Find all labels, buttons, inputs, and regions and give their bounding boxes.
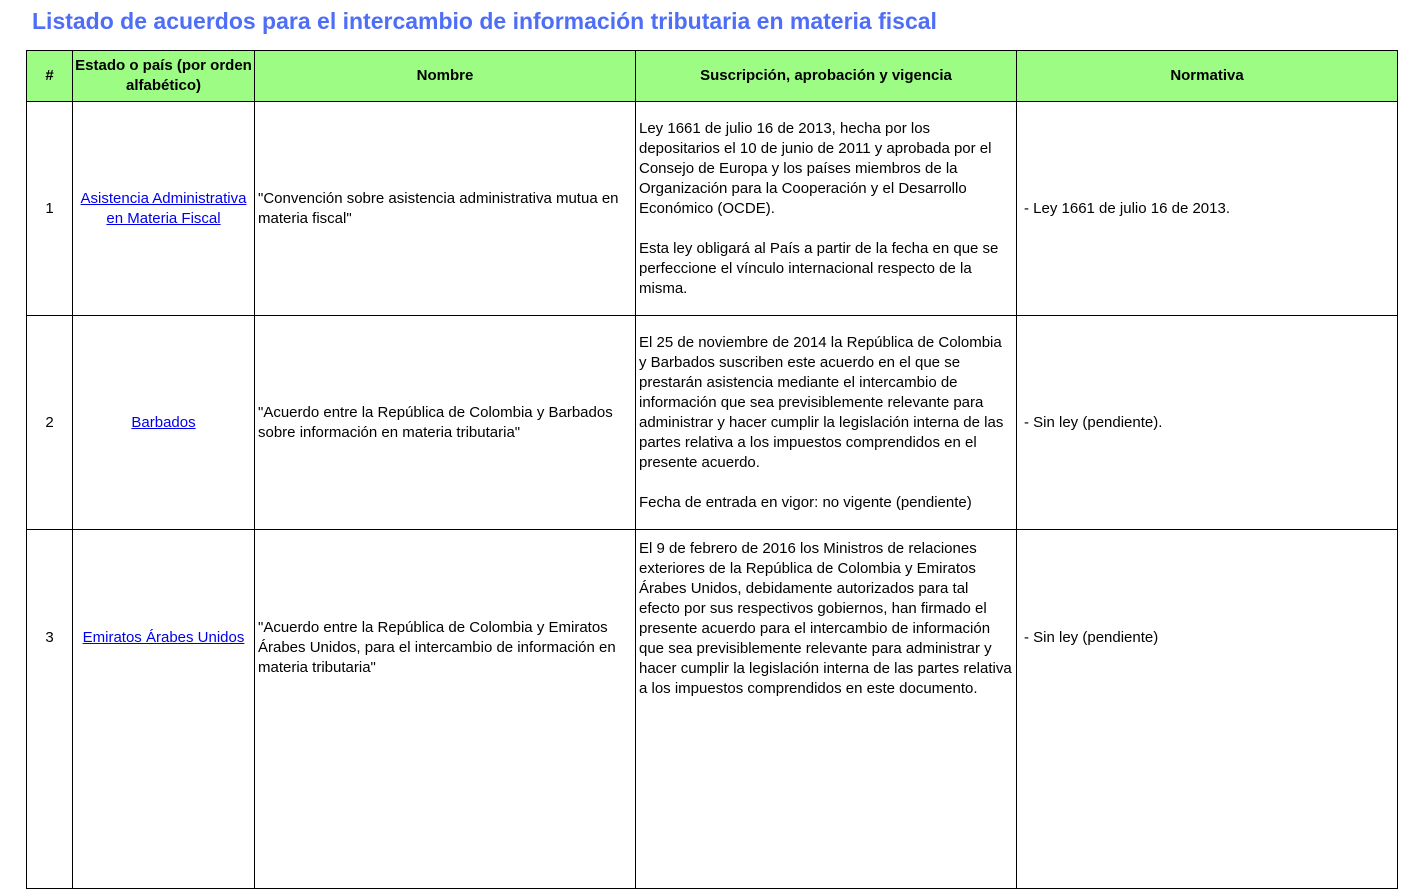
country-cell [73, 530, 255, 889]
subscription-paragraph: Ley 1661 de julio 16 de 2013, hecha por los depositarios el 10 de junio de 2011 y aprobada por el Consejo de Europa y los países miembros de la Organización para la Cooperación y el Desarrollo Económico (OCDE). [639, 119, 992, 217]
subscription-paragraph: El 9 de febrero de 2016 los Ministros de relaciones exteriores de la República de Colombia y Emiratos Árabes Unidos, debidamente autorizados para tal efecto por sus respectivos gobiernos, han firmado el presente acuerdo para el intercambio de información que sea previsiblemente relevante para administrar y hacer cumplir la legislación interna de las partes relativa a los impuestos comprendidos en este documento. [639, 540, 1012, 697]
regulation-cell: - Ley 1661 de julio 16 de 2013. [1017, 102, 1398, 316]
subscription-cell [636, 316, 1017, 530]
country-cell [73, 102, 255, 316]
header-subscription: Suscripción, aprobación y vigencia [636, 51, 1017, 102]
table-header-row [27, 51, 1398, 102]
table-row [27, 316, 1398, 530]
subscription-cell [636, 102, 1017, 316]
table-row [27, 102, 1398, 316]
agreements-table [26, 50, 1398, 889]
subscription-paragraph: Fecha de entrada en vigor: no vigente (pendiente) [639, 493, 972, 511]
agreement-name: "Convención sobre asistencia administrativa mutua en materia fiscal" [255, 102, 636, 316]
row-number: 2 [27, 316, 73, 530]
header-regulation: Normativa [1017, 51, 1398, 102]
country-link[interactable]: Emiratos Árabes Unidos [82, 629, 245, 646]
country-link[interactable]: Barbados [131, 413, 196, 431]
row-number: 1 [27, 102, 73, 316]
country-link[interactable]: Asistencia Administrativa en Materia Fiscal [80, 189, 247, 227]
subscription-paragraph: El 25 de noviembre de 2014 la República de Colombia y Barbados suscriben este acuerdo en el que se prestarán asistencia mediante el intercambio de información que sea previsiblemente relevante para administrar y hacer cumplir la legislación interna de las partes relativa a los impuestos comprendidos en el presente acuerdo. [639, 333, 1004, 471]
header-country: Estado o país (por orden alfabético) [73, 51, 255, 102]
regulation-cell: - Sin ley (pendiente). [1017, 316, 1398, 530]
subscription-cell [636, 530, 1017, 889]
row-number: 3 [27, 530, 73, 889]
agreement-name: "Acuerdo entre la República de Colombia y Emiratos Árabes Unidos, para el intercambio de información en materia tributaria" [255, 530, 636, 889]
page-title: Listado de acuerdos para el intercambio de información tributaria en materia fiscal [32, 8, 937, 34]
country-cell [73, 316, 255, 530]
header-name: Nombre [255, 51, 636, 102]
table-row [27, 530, 1398, 889]
subscription-paragraph: Esta ley obligará al País a partir de la fecha en que se perfeccione el vínculo internacional respecto de la misma. [639, 239, 999, 297]
agreement-name: "Acuerdo entre la República de Colombia y Barbados sobre información en materia tributaria" [255, 316, 636, 530]
regulation-cell: - Sin ley (pendiente) [1017, 530, 1398, 889]
header-num: # [27, 51, 73, 102]
